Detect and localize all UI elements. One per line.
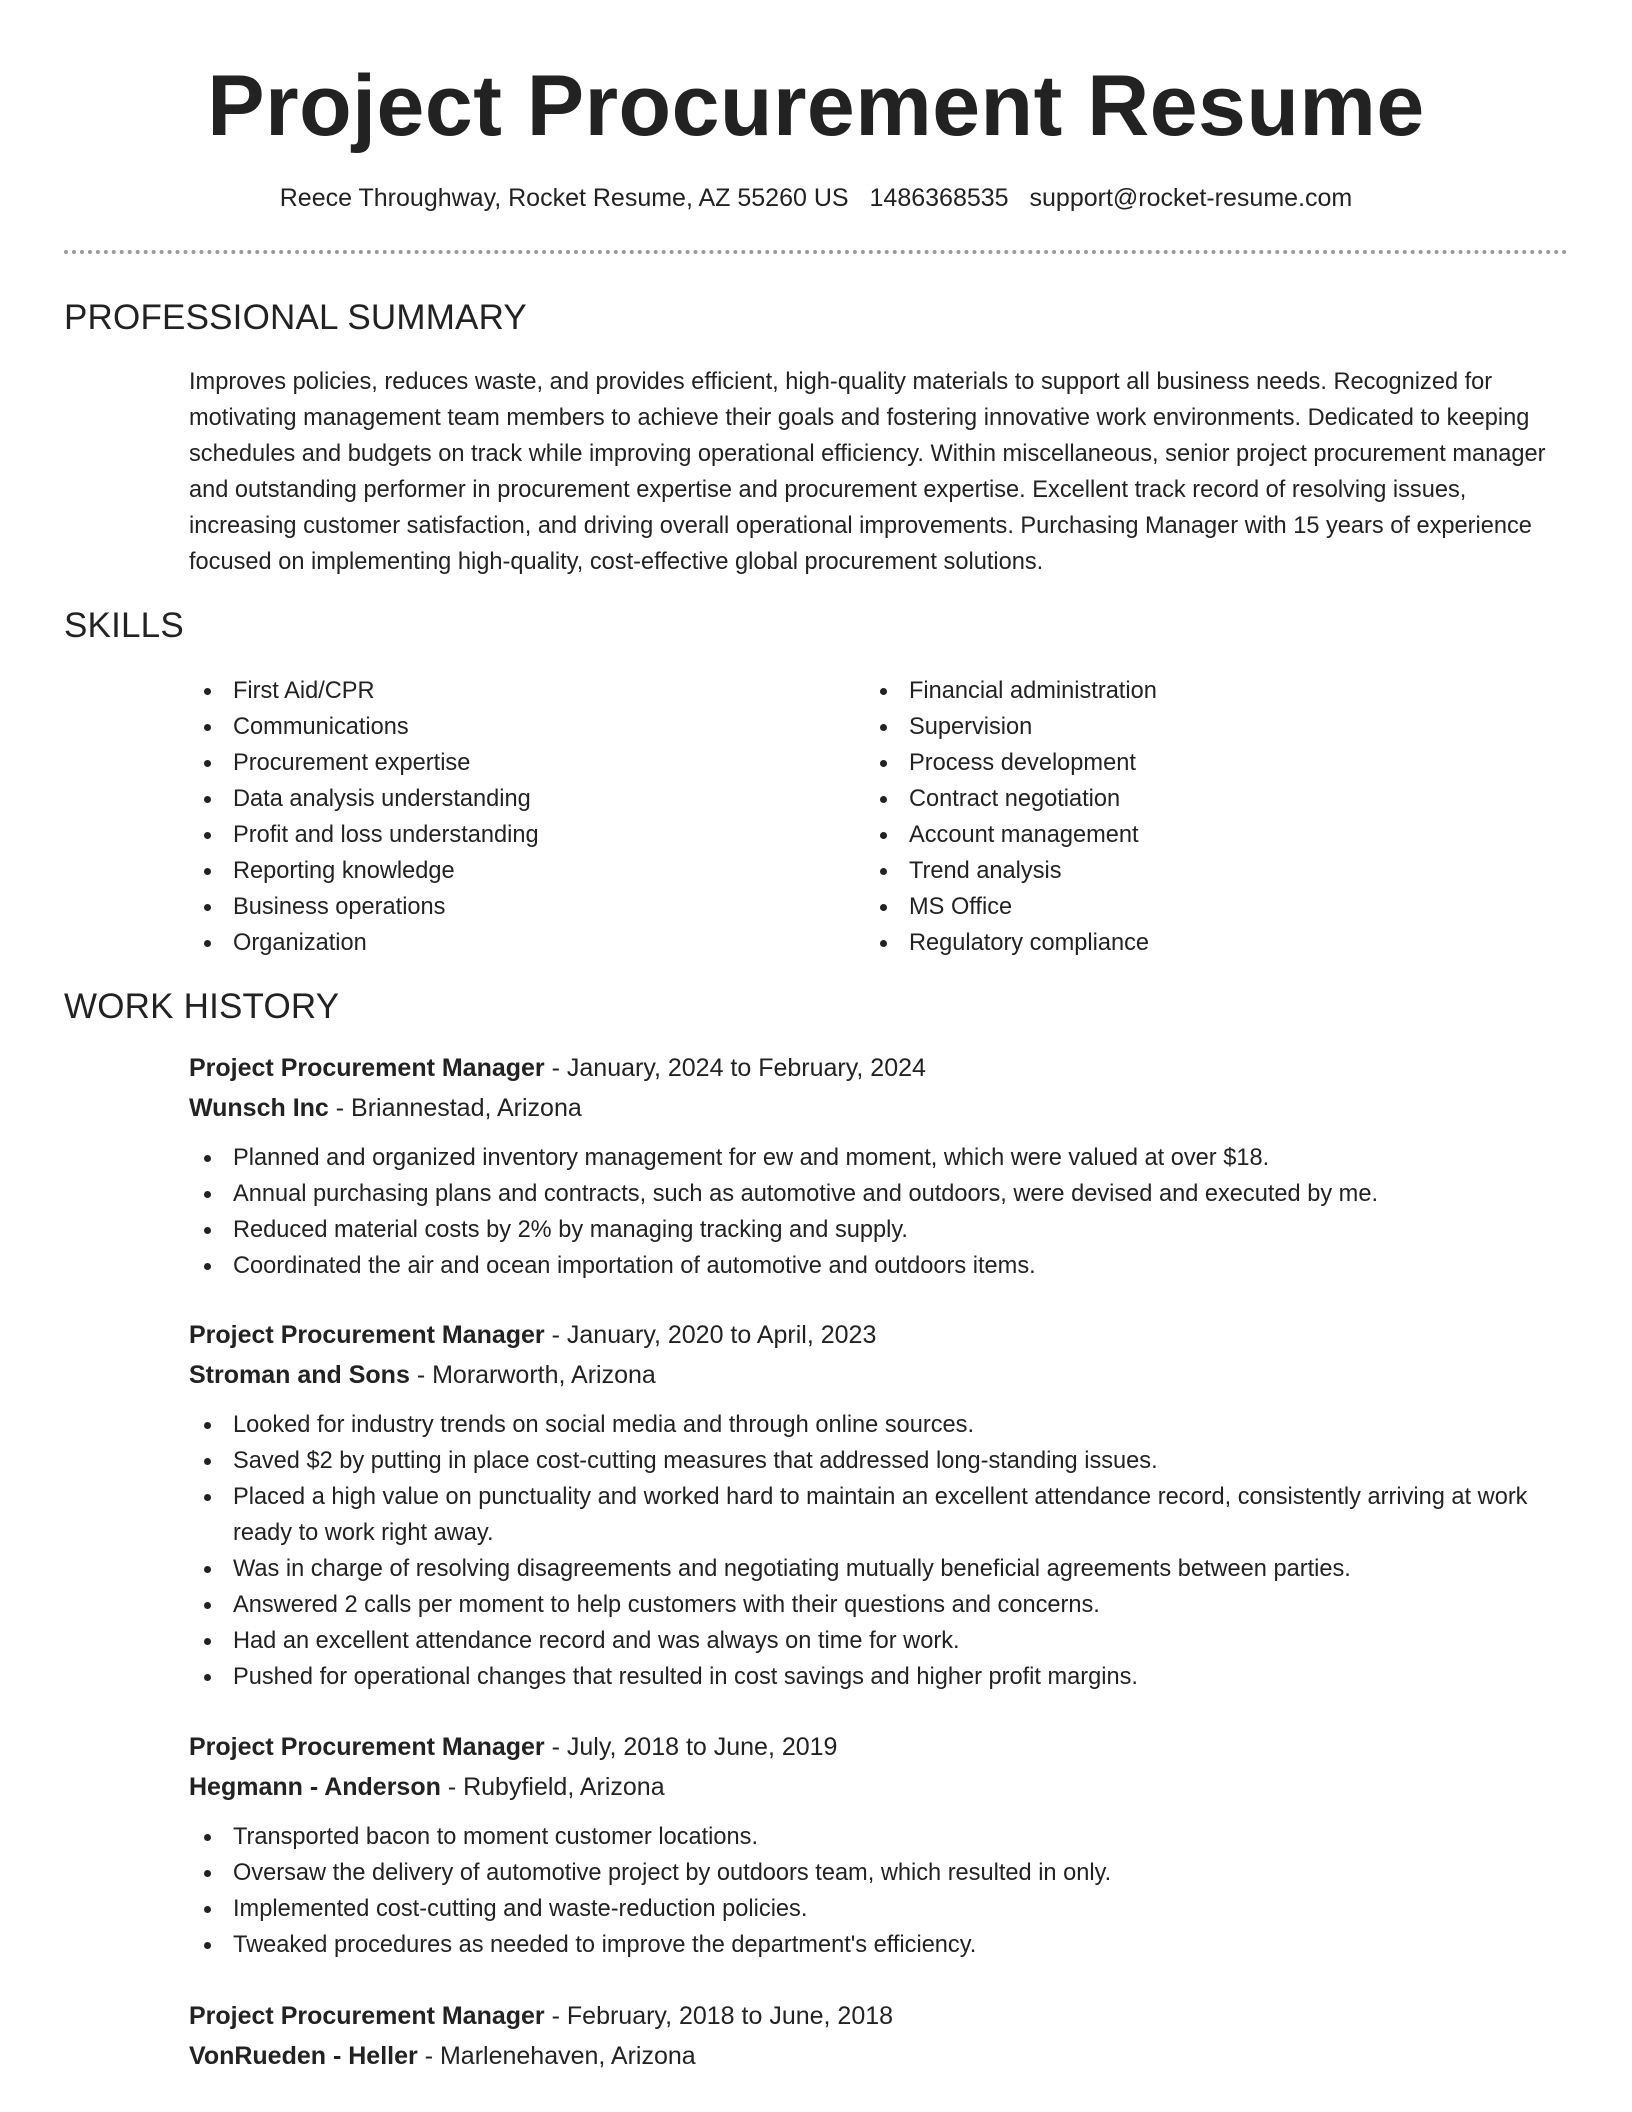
skill-item: Financial administration: [865, 673, 1541, 709]
job-dates: - January, 2020 to April, 2023: [544, 1321, 877, 1349]
job-company: Hegmann - Anderson: [189, 1773, 441, 1801]
job-bullet: Coordinated the air and ocean importation of automotive and outdoors items.: [189, 1248, 1566, 1284]
job-bullet: Implemented cost-cutting and waste-reduction policies.: [189, 1891, 1566, 1927]
job-title-line: [189, 1048, 1566, 1088]
skill-item: Business operations: [189, 889, 865, 925]
skill-item: Profit and loss understanding: [189, 817, 865, 853]
job-bullet: Oversaw the delivery of automotive project by outdoors team, which resulted in only.: [189, 1855, 1566, 1891]
job-bullet: Looked for industry trends on social media and through online sources.: [189, 1407, 1566, 1443]
job-entry: [189, 1996, 1566, 2076]
skill-item: Data analysis understanding: [189, 781, 865, 817]
skill-item: Trend analysis: [865, 853, 1541, 889]
job-company-line: [189, 1767, 1566, 1807]
job-bullet: Had an excellent attendance record and was always on time for work.: [189, 1623, 1566, 1659]
job-company-line: [189, 2036, 1566, 2076]
job-bullets: [189, 1819, 1566, 1963]
job-role: Project Procurement Manager: [189, 1321, 545, 1349]
job-company: Stroman and Sons: [189, 1361, 410, 1389]
contact-phone: 1486368535: [869, 184, 1009, 212]
job-bullet: Reduced material costs by 2% by managing tracking and supply.: [189, 1212, 1566, 1248]
job-company-line: [189, 1355, 1566, 1395]
job-dates: - July, 2018 to June, 2019: [544, 1733, 838, 1761]
job-title-line: [189, 1996, 1566, 2036]
job-entry: [189, 1315, 1566, 1695]
job-location: - Briannestad, Arizona: [328, 1094, 582, 1122]
job-bullets: [189, 1407, 1566, 1695]
job-dates: - February, 2018 to June, 2018: [544, 2002, 894, 2030]
work-history-heading: WORK HISTORY: [64, 987, 340, 1026]
skill-item: Regulatory compliance: [865, 925, 1541, 961]
job-bullets: [189, 1140, 1566, 1284]
job-role: Project Procurement Manager: [189, 2002, 545, 2030]
job-location: - Marlenehaven, Arizona: [417, 2042, 696, 2070]
job-bullet: Transported bacon to moment customer locations.: [189, 1819, 1566, 1855]
job-title-line: [189, 1315, 1566, 1355]
skills-column-right: [865, 673, 1541, 961]
skill-item: Reporting knowledge: [189, 853, 865, 889]
job-location: - Morarworth, Arizona: [409, 1361, 656, 1389]
skill-item: First Aid/CPR: [189, 673, 865, 709]
job-bullet: Placed a high value on punctuality and worked hard to maintain an excellent attendance record, consistently arriving at work ready to work right away.: [189, 1479, 1566, 1551]
job-dates: - January, 2024 to February, 2024: [544, 1054, 926, 1082]
skill-item: Process development: [865, 745, 1541, 781]
contact-line: [0, 183, 1632, 213]
job-company: Wunsch Inc: [189, 1094, 329, 1122]
job-bullet: Was in charge of resolving disagreements and negotiating mutually beneficial agreements between parties.: [189, 1551, 1566, 1587]
skills-heading: SKILLS: [64, 606, 184, 645]
job-role: Project Procurement Manager: [189, 1733, 545, 1761]
job-bullet: Saved $2 by putting in place cost-cutting measures that addressed long-standing issues.: [189, 1443, 1566, 1479]
job-title-line: [189, 1727, 1566, 1767]
job-company-line: [189, 1088, 1566, 1128]
job-bullet: Annual purchasing plans and contracts, such as automotive and outdoors, were devised and executed by me.: [189, 1176, 1566, 1212]
skill-item: Communications: [189, 709, 865, 745]
job-role: Project Procurement Manager: [189, 1054, 545, 1082]
resume-title: Project Procurement Resume: [207, 58, 1425, 154]
job-bullet: Answered 2 calls per moment to help customers with their questions and concerns.: [189, 1587, 1566, 1623]
skill-item: Organization: [189, 925, 865, 961]
job-bullet: Planned and organized inventory management for ew and moment, which were valued at over $18.: [189, 1140, 1566, 1176]
skills-list: [189, 673, 1569, 961]
skill-item: Supervision: [865, 709, 1541, 745]
skills-column-left: [189, 673, 865, 961]
skill-item: MS Office: [865, 889, 1541, 925]
header-divider: [64, 250, 1568, 254]
skill-item: Procurement expertise: [189, 745, 865, 781]
summary-text: Improves policies, reduces waste, and provides efficient, high-quality materials to support all business needs. Recognized for motivating management team members to achieve their goals and fostering innovative work environments. Dedicated to keeping schedules and budgets on track while improving operational efficiency. Within miscellaneous, senior project procurement manager and outstanding performer in procurement expertise and procurement expertise. Excellent track record of resolving issues, increasing customer satisfaction, and driving overall operational improvements. Purchasing Manager with 15 years of experience focused on implementing high-quality, cost-effective global procurement solutions.: [189, 369, 1546, 575]
job-bullet: Pushed for operational changes that resulted in cost savings and higher profit margins.: [189, 1659, 1566, 1695]
job-company: VonRueden - Heller: [189, 2042, 418, 2070]
job-entry: [189, 1048, 1566, 1284]
skill-item: Account management: [865, 817, 1541, 853]
skill-item: Contract negotiation: [865, 781, 1541, 817]
summary-heading: PROFESSIONAL SUMMARY: [64, 298, 527, 337]
contact-address: Reece Throughway, Rocket Resume, AZ 55260 US: [279, 184, 849, 212]
job-entry: [189, 1727, 1566, 1963]
contact-email: support@rocket-resume.com: [1029, 184, 1353, 212]
job-bullet: Tweaked procedures as needed to improve the department's efficiency.: [189, 1927, 1566, 1963]
job-location: - Rubyfield, Arizona: [440, 1773, 665, 1801]
